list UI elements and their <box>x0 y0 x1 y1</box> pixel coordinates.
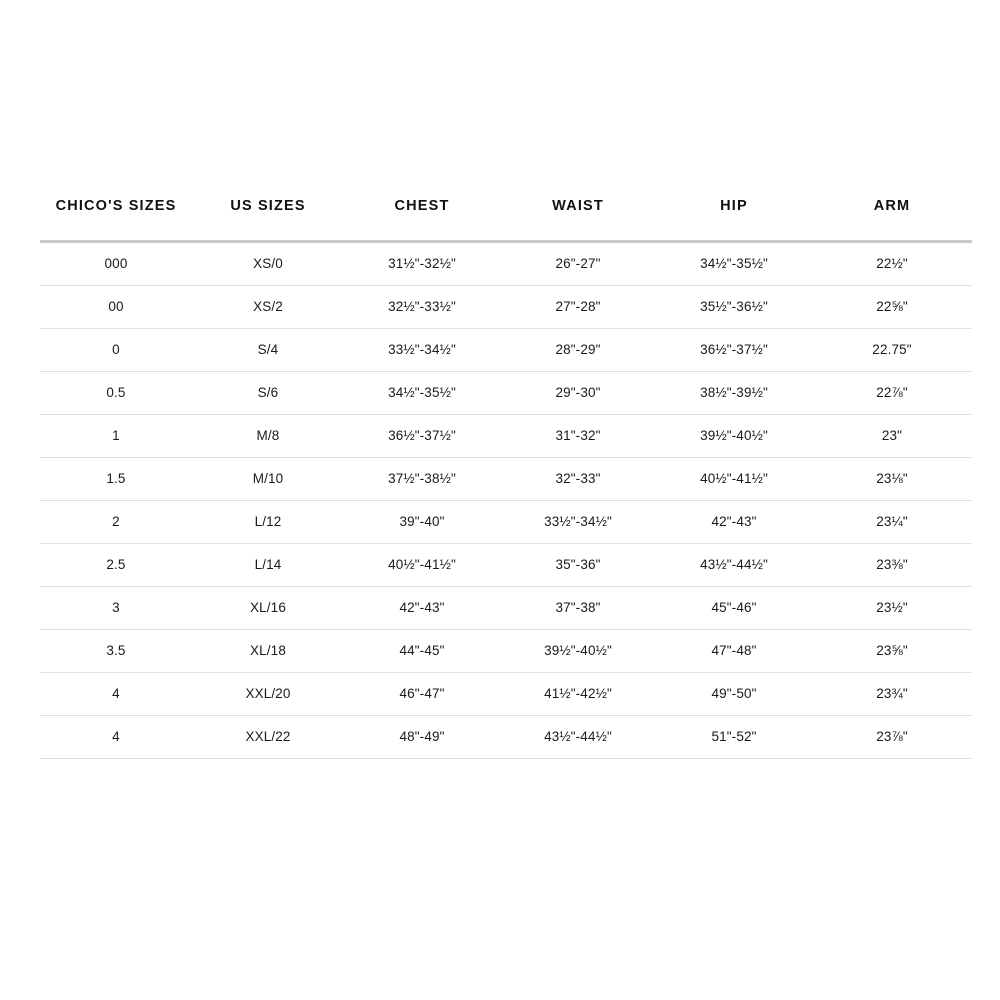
cell-arm: 23" <box>812 414 972 457</box>
cell-arm: 23⅞" <box>812 715 972 758</box>
column-header-label: HIP <box>720 198 748 214</box>
cell-arm: 22.75" <box>812 328 972 371</box>
cell-waist: 31"-32" <box>500 414 656 457</box>
cell-waist: 35"-36" <box>500 543 656 586</box>
cell-waist: 43½"-44½" <box>500 715 656 758</box>
cell-us-size: XS/2 <box>192 285 344 328</box>
table-row <box>40 414 972 457</box>
table-row <box>40 241 972 285</box>
cell-chest: 40½"-41½" <box>344 543 500 586</box>
table-body <box>40 241 972 758</box>
column-header-chest <box>344 196 500 241</box>
table-row <box>40 629 972 672</box>
cell-hip: 51"-52" <box>656 715 812 758</box>
cell-chest: 36½"-37½" <box>344 414 500 457</box>
cell-chicos-size: 3 <box>40 586 192 629</box>
cell-waist: 41½"-42½" <box>500 672 656 715</box>
table-row <box>40 500 972 543</box>
cell-chest: 42"-43" <box>344 586 500 629</box>
cell-hip: 34½"-35½" <box>656 241 812 285</box>
column-header-arm <box>812 196 972 241</box>
cell-waist: 28"-29" <box>500 328 656 371</box>
size-chart-container <box>40 196 972 759</box>
column-header-label: CHEST <box>394 198 450 214</box>
cell-hip: 45"-46" <box>656 586 812 629</box>
table-header <box>40 196 972 241</box>
table-row <box>40 285 972 328</box>
cell-us-size: S/4 <box>192 328 344 371</box>
cell-hip: 47"-48" <box>656 629 812 672</box>
table-row <box>40 328 972 371</box>
column-header-waist <box>500 196 656 241</box>
cell-chicos-size: 0 <box>40 328 192 371</box>
column-header-label: WAIST <box>552 198 604 214</box>
cell-chest: 31½"-32½" <box>344 241 500 285</box>
cell-arm: 23¼" <box>812 500 972 543</box>
cell-us-size: XL/18 <box>192 629 344 672</box>
cell-chicos-size: 4 <box>40 715 192 758</box>
cell-us-size: XXL/20 <box>192 672 344 715</box>
header-row <box>40 196 972 241</box>
cell-hip: 43½"-44½" <box>656 543 812 586</box>
cell-waist: 39½"-40½" <box>500 629 656 672</box>
cell-chicos-size: 1 <box>40 414 192 457</box>
cell-hip: 49"-50" <box>656 672 812 715</box>
table-row <box>40 715 972 758</box>
cell-hip: 38½"-39½" <box>656 371 812 414</box>
cell-arm: 23⅝" <box>812 629 972 672</box>
cell-us-size: L/12 <box>192 500 344 543</box>
cell-chicos-size: 1.5 <box>40 457 192 500</box>
cell-chicos-size: 2.5 <box>40 543 192 586</box>
table-row <box>40 371 972 414</box>
column-header-label: CHICO'S SIZES <box>55 198 177 214</box>
cell-arm: 23⅛" <box>812 457 972 500</box>
column-header-chicos-sizes <box>40 196 192 241</box>
cell-us-size: XXL/22 <box>192 715 344 758</box>
cell-waist: 32"-33" <box>500 457 656 500</box>
cell-chicos-size: 0.5 <box>40 371 192 414</box>
cell-chicos-size: 00 <box>40 285 192 328</box>
cell-hip: 35½"-36½" <box>656 285 812 328</box>
cell-us-size: L/14 <box>192 543 344 586</box>
cell-chest: 46"-47" <box>344 672 500 715</box>
cell-waist: 29"-30" <box>500 371 656 414</box>
cell-hip: 42"-43" <box>656 500 812 543</box>
cell-chicos-size: 2 <box>40 500 192 543</box>
cell-waist: 37"-38" <box>500 586 656 629</box>
table-row <box>40 543 972 586</box>
column-header-label: US SIZES <box>230 198 306 214</box>
table-row <box>40 457 972 500</box>
cell-hip: 36½"-37½" <box>656 328 812 371</box>
cell-arm: 22⅝" <box>812 285 972 328</box>
cell-us-size: XL/16 <box>192 586 344 629</box>
cell-chest: 48"-49" <box>344 715 500 758</box>
cell-us-size: M/8 <box>192 414 344 457</box>
cell-arm: 22⅞" <box>812 371 972 414</box>
cell-chicos-size: 000 <box>40 241 192 285</box>
cell-chicos-size: 4 <box>40 672 192 715</box>
table-row <box>40 586 972 629</box>
size-chart-table <box>40 196 972 759</box>
column-header-us-sizes <box>192 196 344 241</box>
cell-chest: 32½"-33½" <box>344 285 500 328</box>
cell-chicos-size: 3.5 <box>40 629 192 672</box>
cell-waist: 26"-27" <box>500 241 656 285</box>
cell-us-size: S/6 <box>192 371 344 414</box>
cell-waist: 27"-28" <box>500 285 656 328</box>
column-header-hip <box>656 196 812 241</box>
cell-chest: 44"-45" <box>344 629 500 672</box>
cell-chest: 37½"-38½" <box>344 457 500 500</box>
cell-arm: 23¾" <box>812 672 972 715</box>
column-header-label: ARM <box>873 198 911 214</box>
cell-chest: 33½"-34½" <box>344 328 500 371</box>
table-row <box>40 672 972 715</box>
cell-us-size: M/10 <box>192 457 344 500</box>
cell-hip: 39½"-40½" <box>656 414 812 457</box>
cell-arm: 22½" <box>812 241 972 285</box>
cell-waist: 33½"-34½" <box>500 500 656 543</box>
cell-chest: 39"-40" <box>344 500 500 543</box>
cell-arm: 23⅜" <box>812 543 972 586</box>
cell-arm: 23½" <box>812 586 972 629</box>
cell-hip: 40½"-41½" <box>656 457 812 500</box>
cell-us-size: XS/0 <box>192 241 344 285</box>
cell-chest: 34½"-35½" <box>344 371 500 414</box>
